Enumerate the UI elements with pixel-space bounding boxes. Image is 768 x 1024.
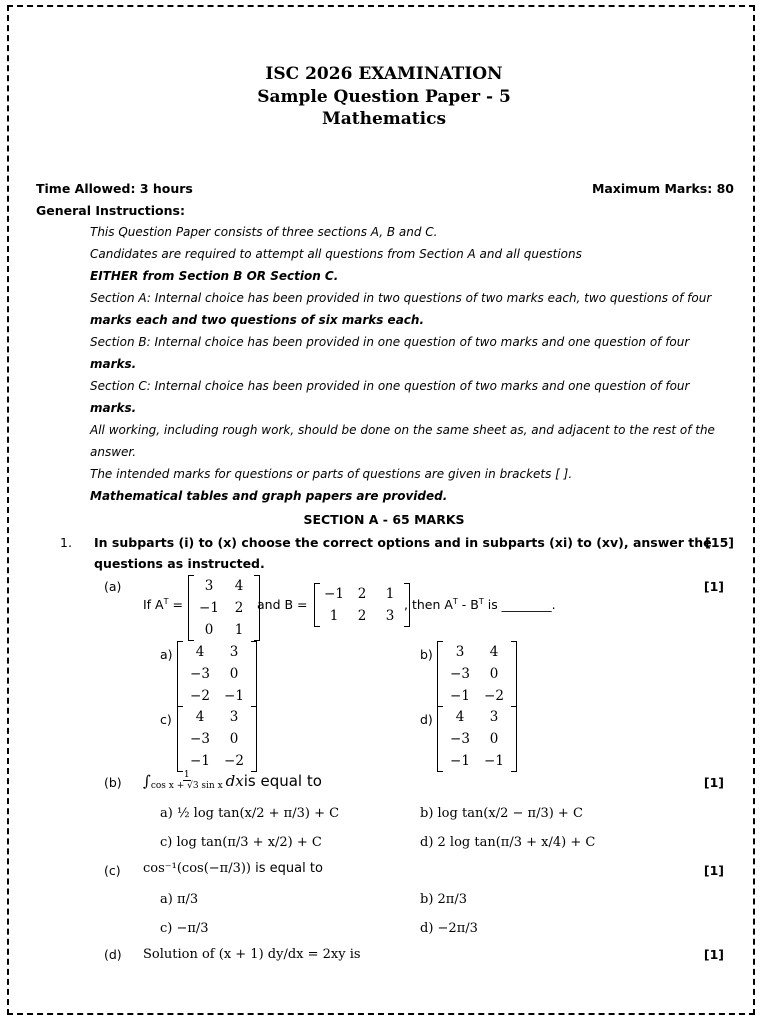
matrix-cell: −1 <box>324 586 344 602</box>
instruction-line: All working, including rough work, should be done on the same sheet as, and adjacent to the rest of the <box>90 423 715 437</box>
matrix-cell: 1 <box>385 586 395 602</box>
matrix-cell: 1 <box>234 622 244 638</box>
option-b-label: b) <box>420 647 433 662</box>
subject-title: Mathematics <box>321 109 447 129</box>
matrix-cell: 2 <box>357 586 367 602</box>
matrix-cell: −2 <box>190 688 210 704</box>
instruction-line: Mathematical tables and graph papers are provided. <box>90 489 448 503</box>
option-c: c) log tan(π/3 + x/2) + C <box>160 835 322 850</box>
subpart-marks: [1] <box>703 579 724 594</box>
matrix-cell: 4 <box>234 578 244 594</box>
instruction-line: Section B: Internal choice has been provided in one question of two marks and one question of four <box>90 335 690 349</box>
instruction-line: Candidates are required to attempt all questions from Section A and all questions <box>90 247 582 261</box>
matrix-cell: −1 <box>199 600 219 616</box>
matrix-cell: 2 <box>234 600 244 616</box>
subpart-label: (d) <box>104 947 122 962</box>
instruction-line: Section C: Internal choice has been provided in one question of two marks and one question of four <box>90 379 690 393</box>
differential-equation-question: Solution of (x + 1) dy/dx = 2xy is <box>143 947 361 962</box>
matrix-question-prefix: If $A^T$ = <box>143 597 183 613</box>
matrix-cell: 3 <box>229 709 239 725</box>
matrix-cell: 3 <box>385 608 395 624</box>
matrix-cell: 1 <box>329 608 339 624</box>
option-d-label: d) <box>420 712 433 727</box>
matrix-cell: 0 <box>229 666 239 682</box>
matrix-cell: 3 <box>455 644 465 660</box>
option-d: d) 2 log tan(π/3 + x/4) + C <box>420 835 596 850</box>
option-a-label: a) <box>160 647 173 662</box>
section-a-heading: SECTION A - 65 MARKS <box>303 512 465 527</box>
matrix-cell: 4 <box>195 709 205 725</box>
matrix-question-suffix: , then $A^T - B^T$ is ________. <box>404 597 556 613</box>
instruction-list <box>90 221 740 507</box>
subpart-label: (b) <box>104 775 122 790</box>
matrix-cell: 0 <box>204 622 214 638</box>
matrix-a <box>188 575 260 641</box>
inverse-cos-expression: cos⁻¹(cos(−π/3)) is equal to <box>143 861 323 876</box>
instruction-line: marks. <box>90 401 137 415</box>
option-d-matrix <box>437 706 517 772</box>
question-text-cont: questions as instructed. <box>94 556 265 571</box>
matrix-cell: 4 <box>455 709 465 725</box>
option-c-label: c) <box>160 712 172 727</box>
instruction-line: marks. <box>90 357 137 371</box>
matrix-b <box>314 583 410 627</box>
matrix-cell: 0 <box>229 731 239 747</box>
option-c: c) −π/3 <box>160 921 209 936</box>
subpart-marks: [1] <box>703 947 724 962</box>
matrix-cell: 4 <box>195 644 205 660</box>
option-b-matrix <box>437 641 517 707</box>
subpart-marks: [1] <box>703 775 724 790</box>
option-a: a) π/3 <box>160 892 199 907</box>
option-d: d) −2π/3 <box>420 921 478 936</box>
instruction-line: EITHER from Section B OR Section C. <box>90 269 339 283</box>
instruction-line: answer. <box>90 445 137 459</box>
matrix-cell: 2 <box>357 608 367 624</box>
option-a: a) ½ log tan(x/2 + π/3) + C <box>160 806 340 821</box>
question-marks: [15] <box>705 535 734 550</box>
option-a-matrix <box>177 641 257 707</box>
matrix-cell: −1 <box>190 753 210 769</box>
option-b: b) 2π/3 <box>420 892 467 907</box>
matrix-cell: −3 <box>450 666 470 682</box>
matrix-cell: 3 <box>229 644 239 660</box>
matrix-cell: −2 <box>224 753 244 769</box>
matrix-cell: −1 <box>224 688 244 704</box>
matrix-cell: −3 <box>450 731 470 747</box>
subpart-label: (a) <box>104 579 122 594</box>
matrix-cell: −1 <box>450 688 470 704</box>
matrix-cell: −3 <box>190 731 210 747</box>
matrix-cell: 0 <box>489 731 499 747</box>
matrix-question-and: and B = <box>257 597 308 612</box>
matrix-cell: 3 <box>489 709 499 725</box>
integral-expression: ∫ $\frac{1}{\text{cos x + √3 sin x}}$ dx is equal to <box>143 770 322 791</box>
instruction-line: This Question Paper consists of three sections A, B and C. <box>90 225 438 239</box>
option-b: b) log tan(x/2 − π/3) + C <box>420 806 583 821</box>
question-number: 1. <box>60 535 72 550</box>
instruction-line: marks each and two questions of six marks each. <box>90 313 425 327</box>
matrix-cell: −2 <box>484 688 504 704</box>
subpart-marks: [1] <box>703 863 724 878</box>
matrix-cell: 4 <box>489 644 499 660</box>
subpart-label: (c) <box>104 863 121 878</box>
option-c-matrix <box>177 706 257 772</box>
matrix-cell: 3 <box>204 578 214 594</box>
matrix-cell: 0 <box>489 666 499 682</box>
maximum-marks: Maximum Marks: 80 <box>591 181 734 196</box>
matrix-cell: −1 <box>484 753 504 769</box>
general-instructions-heading: General Instructions: <box>36 203 185 218</box>
question-text: In subparts (i) to (x) choose the correct options and in subparts (xi) to (xv), answer the <box>94 535 712 550</box>
exam-title: ISC 2026 EXAMINATION <box>265 64 503 84</box>
paper-title: Sample Question Paper - 5 <box>257 87 511 107</box>
matrix-cell: −3 <box>190 666 210 682</box>
instruction-line: The intended marks for questions or parts of questions are given in brackets [ ]. <box>90 467 573 481</box>
matrix-cell: −1 <box>450 753 470 769</box>
time-allowed: Time Allowed: 3 hours <box>36 181 193 196</box>
instruction-line: Section A: Internal choice has been provided in two questions of two marks each, two questions of four <box>90 291 712 305</box>
